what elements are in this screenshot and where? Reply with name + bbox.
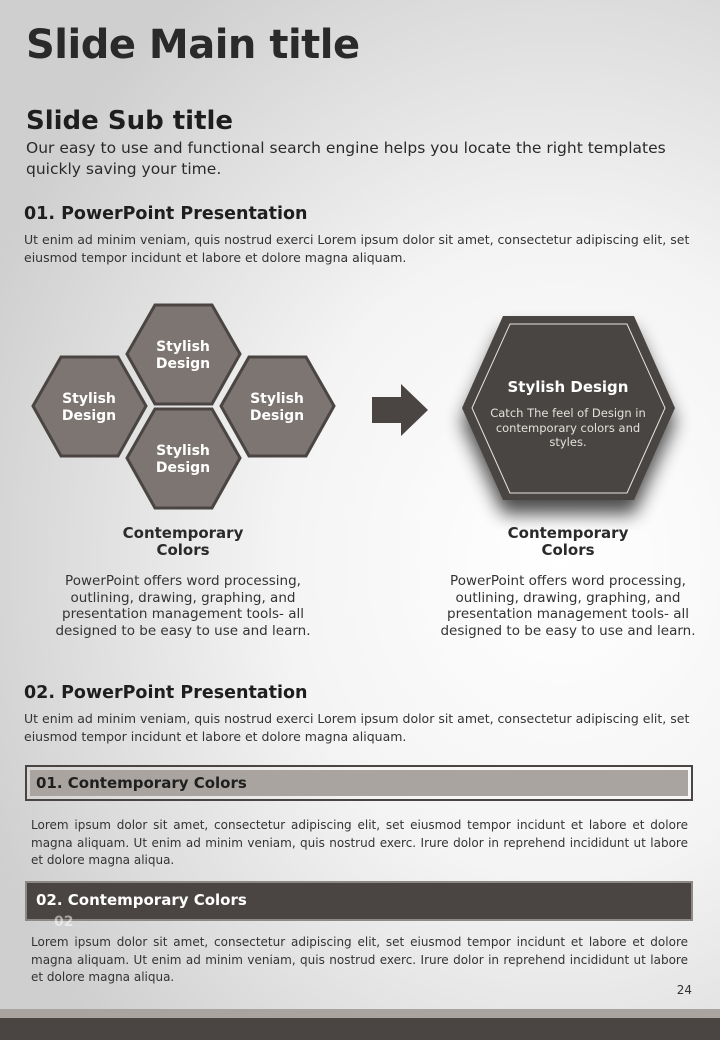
bar-2-text: Lorem ipsum dolor sit amet, consectetur adipiscing elit, set eiusmod tempor incidunt et labore et dolore magna aliquam. Ut enim ad minim veniam, quis nostrud exerc. Irure dolor in reprehend incididunt ut labore et dolore magna aliqua. (31, 935, 688, 984)
page-number: 24 (676, 983, 692, 997)
big-hexagon-line2: contemporary colors and (495, 421, 641, 435)
bar-2-label: 02. Contemporary Colors (28, 884, 690, 918)
slide-main-title: Slide Main title (26, 22, 360, 68)
hexagon-top-line2: Design (155, 356, 211, 372)
right-caption-title-line2: Colors (541, 541, 595, 559)
section2-title: 02. PowerPoint Presentation (24, 683, 308, 703)
section1-title: 01. PowerPoint Presentation (24, 204, 308, 224)
slide-sub-description: Our easy to use and functional search engine helps you locate the right templates quickly saving your time. (26, 139, 666, 178)
big-hexagon-title: Stylish Design (507, 378, 629, 396)
hexagon-left (33, 357, 146, 456)
left-caption-text-line4: designed to be easy to use and learn. (55, 622, 311, 639)
big-hexagon-line1: Catch The feel of Design in (490, 406, 646, 420)
hexagon-right-line1: Stylish (250, 391, 304, 407)
right-caption-text-line1: PowerPoint offers word processing, (450, 573, 686, 589)
hexagon-top-line1: Stylish (156, 339, 210, 355)
right-caption-text-line2: outlining, drawing, graphing, and (455, 589, 681, 606)
bar-1-text: Lorem ipsum dolor sit amet, consectetur adipiscing elit, set eiusmod tempor incidunt et labore et dolore magna aliquam. Ut enim ad minim veniam, quis nostrud exerc. Irure dolor in reprehend incididunt ut labore et dolore magna aliqua. (31, 818, 688, 867)
hexagon-bottom (127, 409, 240, 508)
footer-stripe-light (0, 1009, 720, 1018)
contemporary-colors-bar-1 (25, 765, 693, 801)
bar-1-label: 01. Contemporary Colors (30, 770, 688, 796)
hexagon-left-line1: Stylish (62, 391, 116, 407)
left-caption-title-line2: Colors (156, 541, 210, 559)
footer-stripe-dark (0, 1018, 720, 1040)
left-caption-title-line1: Contemporary (122, 524, 244, 542)
right-arrow-icon (372, 384, 428, 436)
left-caption-text-line1: PowerPoint offers word processing, (65, 573, 301, 589)
left-caption-text-line3: presentation management tools- all (62, 606, 304, 622)
hexagon-diagram (0, 290, 720, 530)
right-caption-text-line3: presentation management tools- all (447, 606, 689, 622)
big-hexagon-line3: styles. (549, 435, 587, 449)
hexagon-top (127, 305, 240, 404)
hexagon-bottom-line1: Stylish (156, 443, 210, 459)
right-caption (418, 525, 718, 639)
right-caption-text-line4: designed to be easy to use and learn. (440, 622, 696, 639)
contemporary-colors-bar-2 (25, 881, 693, 921)
section1-description: Ut enim ad minim veniam, quis nostrud exerci Lorem ipsum dolor sit amet, consectetur adipiscing elit, set eiusmod tempor incidunt et labore et dolore magna aliquam. (24, 232, 690, 265)
hexagon-left-line2: Design (61, 408, 117, 424)
section2-description: Ut enim ad minim veniam, quis nostrud exerci Lorem ipsum dolor sit amet, consectetur adipiscing elit, set eiusmod tempor incidunt et labore et dolore magna aliquam. (24, 711, 690, 744)
hexagon-right-line2: Design (249, 408, 305, 424)
left-caption (33, 525, 333, 639)
big-hexagon (462, 316, 675, 500)
ghost-number: 02 (54, 914, 74, 930)
slide-sub-title: Slide Sub title (26, 106, 234, 136)
hexagon-bottom-line2: Design (155, 460, 211, 476)
right-caption-title-line1: Contemporary (507, 524, 629, 542)
hexagon-right (221, 357, 334, 456)
left-caption-text-line2: outlining, drawing, graphing, and (70, 589, 296, 606)
